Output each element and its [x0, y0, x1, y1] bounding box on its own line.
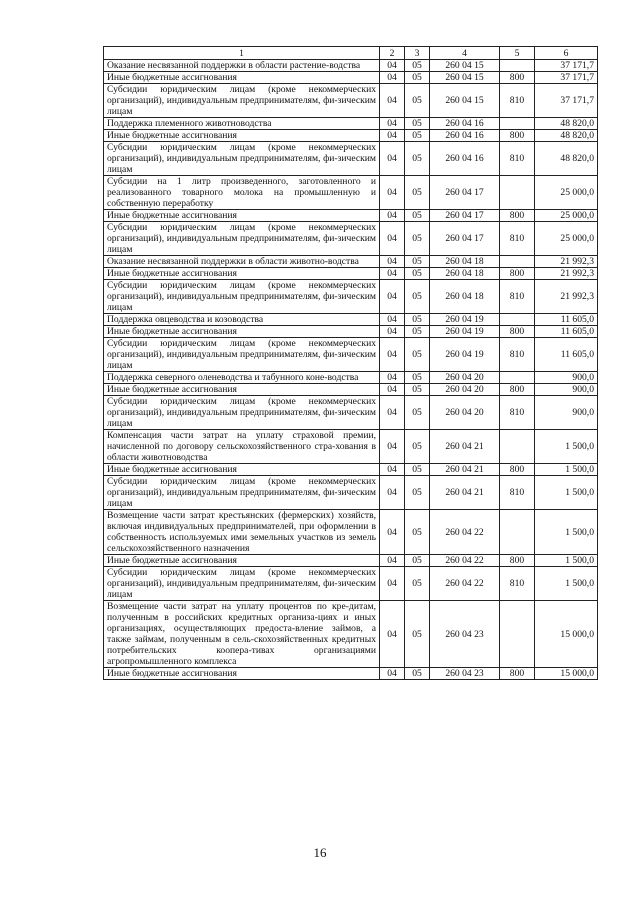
- row-amount-cell: 48 820,0: [535, 142, 598, 176]
- row-expense-type-cell: [500, 256, 535, 268]
- row-expense-type-cell: [500, 430, 535, 464]
- row-target-code-cell: 260 04 19: [430, 326, 500, 338]
- row-section-cell: 04: [380, 326, 405, 338]
- row-target-code-cell: 260 04 17: [430, 222, 500, 256]
- row-target-code-cell: 260 04 18: [430, 268, 500, 280]
- row-amount-cell: 1 500,0: [535, 464, 598, 476]
- row-subsection-cell: 05: [405, 280, 430, 314]
- row-target-code-cell: 260 04 21: [430, 430, 500, 464]
- row-section-cell: 04: [380, 668, 405, 680]
- table-row: [104, 256, 598, 268]
- row-subsection-cell: 05: [405, 256, 430, 268]
- table-row: [104, 142, 598, 176]
- row-amount-cell: 37 171,7: [535, 60, 598, 72]
- row-name-cell: Иные бюджетные ассигнования: [104, 72, 380, 84]
- row-subsection-cell: 05: [405, 510, 430, 555]
- row-expense-type-cell: 800: [500, 555, 535, 567]
- row-subsection-cell: 05: [405, 384, 430, 396]
- row-expense-type-cell: 810: [500, 396, 535, 430]
- table-row: [104, 601, 598, 668]
- row-expense-type-cell: 800: [500, 668, 535, 680]
- row-subsection-cell: 05: [405, 326, 430, 338]
- row-name-cell: Субсидии юридическим лицам (кроме некоммерческих организаций), индивидуальным предпринимателям, фи-зическим лицам: [104, 396, 380, 430]
- row-expense-type-cell: 810: [500, 476, 535, 510]
- row-name-cell: Субсидии юридическим лицам (кроме некоммерческих организаций), индивидуальным предпринимателям, фи-зическим лицам: [104, 280, 380, 314]
- row-section-cell: 04: [380, 567, 405, 601]
- table-row: [104, 60, 598, 72]
- row-amount-cell: 11 605,0: [535, 326, 598, 338]
- row-target-code-cell: 260 04 22: [430, 567, 500, 601]
- row-name-cell: Поддержка овцеводства и козоводства: [104, 314, 380, 326]
- table-row: [104, 268, 598, 280]
- row-subsection-cell: 05: [405, 222, 430, 256]
- table-row: [104, 210, 598, 222]
- header-col-3: 3: [405, 47, 430, 60]
- row-subsection-cell: 05: [405, 118, 430, 130]
- row-expense-type-cell: 800: [500, 326, 535, 338]
- row-subsection-cell: 05: [405, 372, 430, 384]
- row-amount-cell: 25 000,0: [535, 222, 598, 256]
- header-col-6: 6: [535, 47, 598, 60]
- row-section-cell: 04: [380, 60, 405, 72]
- row-target-code-cell: 260 04 15: [430, 60, 500, 72]
- row-name-cell: Иные бюджетные ассигнования: [104, 555, 380, 567]
- row-amount-cell: 1 500,0: [535, 510, 598, 555]
- row-amount-cell: 15 000,0: [535, 668, 598, 680]
- row-section-cell: 04: [380, 256, 405, 268]
- row-expense-type-cell: 800: [500, 210, 535, 222]
- row-name-cell: Иные бюджетные ассигнования: [104, 130, 380, 142]
- row-section-cell: 04: [380, 222, 405, 256]
- row-section-cell: 04: [380, 372, 405, 384]
- row-target-code-cell: 260 04 20: [430, 372, 500, 384]
- budget-table: [103, 46, 598, 680]
- row-name-cell: Иные бюджетные ассигнования: [104, 668, 380, 680]
- table-row: [104, 464, 598, 476]
- row-name-cell: Поддержка северного оленеводства и табунного коне-водства: [104, 372, 380, 384]
- table-row: [104, 510, 598, 555]
- row-expense-type-cell: 810: [500, 280, 535, 314]
- row-name-cell: Субсидии юридическим лицам (кроме некоммерческих организаций), индивидуальным предпринимателям, фи-зическим лицам: [104, 222, 380, 256]
- row-name-cell: Оказание несвязанной поддержки в области животно-водства: [104, 256, 380, 268]
- row-subsection-cell: 05: [405, 72, 430, 84]
- row-name-cell: Оказание несвязанной поддержки в области растение-водства: [104, 60, 380, 72]
- row-expense-type-cell: 800: [500, 268, 535, 280]
- row-target-code-cell: 260 04 19: [430, 314, 500, 326]
- row-subsection-cell: 05: [405, 130, 430, 142]
- row-amount-cell: 25 000,0: [535, 210, 598, 222]
- row-target-code-cell: 260 04 19: [430, 338, 500, 372]
- row-name-cell: Субсидии юридическим лицам (кроме некоммерческих организаций), индивидуальным предпринимателям, фи-зическим лицам: [104, 476, 380, 510]
- row-name-cell: Возмещение части затрат крестьянских (фермерских) хозяйств, включая индивидуальных предпринимателей, при оформлении в собственность используемых ими земельных участков из земель сельскохозяйственного назначения: [104, 510, 380, 555]
- row-name-cell: Иные бюджетные ассигнования: [104, 210, 380, 222]
- row-target-code-cell: 260 04 18: [430, 256, 500, 268]
- row-subsection-cell: 05: [405, 60, 430, 72]
- row-name-cell: Иные бюджетные ассигнования: [104, 326, 380, 338]
- row-name-cell: Субсидии юридическим лицам (кроме некоммерческих организаций), индивидуальным предпринимателям, фи-зическим лицам: [104, 84, 380, 118]
- row-section-cell: 04: [380, 72, 405, 84]
- table-row: [104, 430, 598, 464]
- row-name-cell: Поддержка племенного животноводства: [104, 118, 380, 130]
- row-target-code-cell: 260 04 20: [430, 396, 500, 430]
- row-target-code-cell: 260 04 18: [430, 280, 500, 314]
- row-target-code-cell: 260 04 22: [430, 510, 500, 555]
- row-amount-cell: 1 500,0: [535, 476, 598, 510]
- row-expense-type-cell: 810: [500, 338, 535, 372]
- row-expense-type-cell: 800: [500, 464, 535, 476]
- row-subsection-cell: 05: [405, 142, 430, 176]
- header-row: [104, 47, 598, 60]
- row-name-cell: Субсидии на 1 литр произведенного, заготовленного и реализованного товарного молока на промышленную и собственную переработку: [104, 176, 380, 210]
- row-amount-cell: 11 605,0: [535, 314, 598, 326]
- row-amount-cell: 11 605,0: [535, 338, 598, 372]
- table-row: [104, 84, 598, 118]
- table-row: [104, 476, 598, 510]
- row-section-cell: 04: [380, 176, 405, 210]
- row-subsection-cell: 05: [405, 430, 430, 464]
- row-amount-cell: 21 992,3: [535, 280, 598, 314]
- row-section-cell: 04: [380, 268, 405, 280]
- row-subsection-cell: 05: [405, 176, 430, 210]
- row-name-cell: Возмещение части затрат на уплату процентов по кре-дитам, полученным в российских кредитных организа-циях и иных организациях, осуществляющих предоста-вление займов, а также займам, полученным в сель-скохозяйственных кредитных потребительских коопера-тивах организациями агропромышленного комплекса: [104, 601, 380, 668]
- row-section-cell: 04: [380, 510, 405, 555]
- row-target-code-cell: 260 04 23: [430, 668, 500, 680]
- row-expense-type-cell: 800: [500, 130, 535, 142]
- page-number: 16: [313, 845, 327, 860]
- row-subsection-cell: 05: [405, 476, 430, 510]
- row-subsection-cell: 05: [405, 396, 430, 430]
- row-section-cell: 04: [380, 118, 405, 130]
- table-row: [104, 668, 598, 680]
- row-name-cell: Иные бюджетные ассигнования: [104, 268, 380, 280]
- table-row: [104, 280, 598, 314]
- row-amount-cell: 15 000,0: [535, 601, 598, 668]
- row-amount-cell: 900,0: [535, 396, 598, 430]
- row-expense-type-cell: 810: [500, 142, 535, 176]
- row-amount-cell: 48 820,0: [535, 130, 598, 142]
- row-expense-type-cell: [500, 176, 535, 210]
- table-row: [104, 118, 598, 130]
- header-col-1: 1: [104, 47, 380, 60]
- table-row: [104, 396, 598, 430]
- row-section-cell: 04: [380, 142, 405, 176]
- table-row: [104, 384, 598, 396]
- row-amount-cell: 1 500,0: [535, 430, 598, 464]
- row-subsection-cell: 05: [405, 84, 430, 118]
- table-row: [104, 176, 598, 210]
- row-target-code-cell: 260 04 15: [430, 84, 500, 118]
- header-col-2: 2: [380, 47, 405, 60]
- row-amount-cell: 25 000,0: [535, 176, 598, 210]
- row-name-cell: Компенсация части затрат на уплату страховой премии, начисленной по договору сельскохозяйственного стра-хования в области животноводства: [104, 430, 380, 464]
- row-section-cell: 04: [380, 430, 405, 464]
- row-subsection-cell: 05: [405, 210, 430, 222]
- row-amount-cell: 21 992,3: [535, 256, 598, 268]
- row-target-code-cell: 260 04 16: [430, 142, 500, 176]
- row-subsection-cell: 05: [405, 601, 430, 668]
- row-expense-type-cell: [500, 601, 535, 668]
- row-section-cell: 04: [380, 338, 405, 372]
- row-expense-type-cell: [500, 510, 535, 555]
- row-subsection-cell: 05: [405, 314, 430, 326]
- row-expense-type-cell: [500, 314, 535, 326]
- row-target-code-cell: 260 04 15: [430, 72, 500, 84]
- table-row: [104, 567, 598, 601]
- table-row: [104, 130, 598, 142]
- row-section-cell: 04: [380, 464, 405, 476]
- row-name-cell: Субсидии юридическим лицам (кроме некоммерческих организаций), индивидуальным предпринимателям, фи-зическим лицам: [104, 142, 380, 176]
- row-name-cell: Субсидии юридическим лицам (кроме некоммерческих организаций), индивидуальным предпринимателям, фи-зическим лицам: [104, 338, 380, 372]
- row-expense-type-cell: 810: [500, 222, 535, 256]
- table-row: [104, 72, 598, 84]
- row-subsection-cell: 05: [405, 555, 430, 567]
- row-target-code-cell: 260 04 20: [430, 384, 500, 396]
- row-name-cell: Субсидии юридическим лицам (кроме некоммерческих организаций), индивидуальным предпринимателям, фи-зическим лицам: [104, 567, 380, 601]
- table-row: [104, 338, 598, 372]
- table-row: [104, 326, 598, 338]
- row-subsection-cell: 05: [405, 464, 430, 476]
- row-expense-type-cell: 800: [500, 72, 535, 84]
- row-section-cell: 04: [380, 476, 405, 510]
- table-row: [104, 555, 598, 567]
- row-subsection-cell: 05: [405, 567, 430, 601]
- row-amount-cell: 1 500,0: [535, 555, 598, 567]
- row-amount-cell: 48 820,0: [535, 118, 598, 130]
- table-row: [104, 222, 598, 256]
- row-expense-type-cell: [500, 60, 535, 72]
- row-target-code-cell: 260 04 17: [430, 210, 500, 222]
- row-section-cell: 04: [380, 210, 405, 222]
- row-amount-cell: 37 171,7: [535, 84, 598, 118]
- row-amount-cell: 37 171,7: [535, 72, 598, 84]
- row-amount-cell: 21 992,3: [535, 268, 598, 280]
- row-subsection-cell: 05: [405, 668, 430, 680]
- table-row: [104, 372, 598, 384]
- row-target-code-cell: 260 04 16: [430, 130, 500, 142]
- row-expense-type-cell: 810: [500, 567, 535, 601]
- row-subsection-cell: 05: [405, 268, 430, 280]
- row-section-cell: 04: [380, 555, 405, 567]
- row-expense-type-cell: [500, 372, 535, 384]
- row-section-cell: 04: [380, 601, 405, 668]
- row-section-cell: 04: [380, 314, 405, 326]
- row-amount-cell: 1 500,0: [535, 567, 598, 601]
- row-section-cell: 04: [380, 280, 405, 314]
- row-section-cell: 04: [380, 130, 405, 142]
- row-target-code-cell: 260 04 21: [430, 476, 500, 510]
- row-amount-cell: 900,0: [535, 384, 598, 396]
- row-section-cell: 04: [380, 396, 405, 430]
- row-subsection-cell: 05: [405, 338, 430, 372]
- header-col-5: 5: [500, 47, 535, 60]
- row-expense-type-cell: [500, 118, 535, 130]
- row-target-code-cell: 260 04 22: [430, 555, 500, 567]
- row-name-cell: Иные бюджетные ассигнования: [104, 464, 380, 476]
- row-target-code-cell: 260 04 16: [430, 118, 500, 130]
- row-target-code-cell: 260 04 23: [430, 601, 500, 668]
- row-expense-type-cell: 810: [500, 84, 535, 118]
- table-row: [104, 314, 598, 326]
- row-expense-type-cell: 800: [500, 384, 535, 396]
- row-section-cell: 04: [380, 84, 405, 118]
- row-section-cell: 04: [380, 384, 405, 396]
- row-name-cell: Иные бюджетные ассигнования: [104, 384, 380, 396]
- row-target-code-cell: 260 04 21: [430, 464, 500, 476]
- row-amount-cell: 900,0: [535, 372, 598, 384]
- header-col-4: 4: [430, 47, 500, 60]
- row-target-code-cell: 260 04 17: [430, 176, 500, 210]
